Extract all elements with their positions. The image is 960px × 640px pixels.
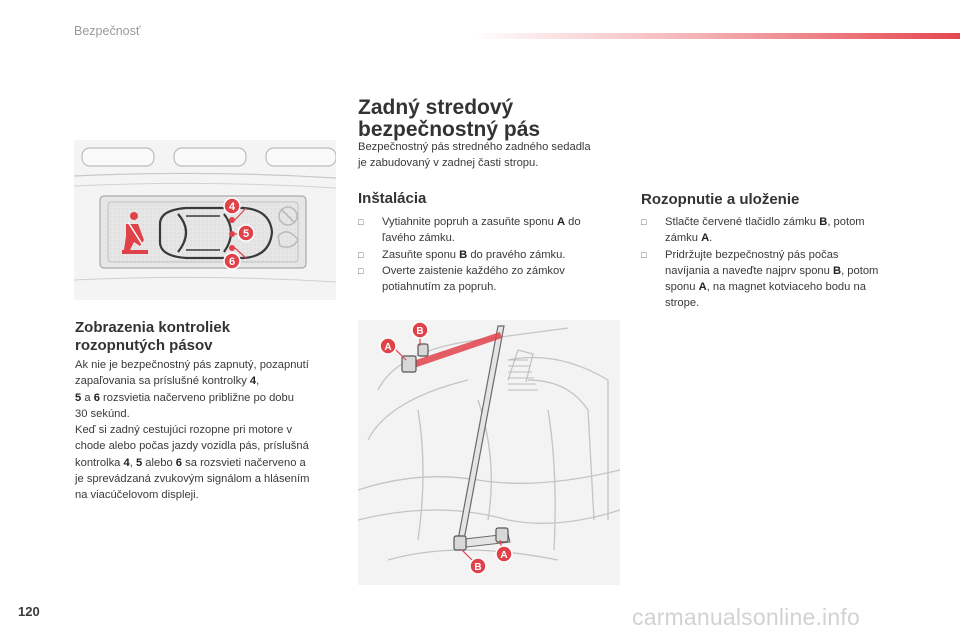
text-run: do bbox=[565, 216, 581, 228]
instruction-item bbox=[358, 247, 628, 263]
text-run: Zasuňte sponu bbox=[382, 248, 460, 261]
release-list bbox=[641, 214, 921, 312]
marker-a-bottom-label: A bbox=[500, 550, 508, 561]
bold-ref: B bbox=[819, 216, 828, 228]
instruction-item bbox=[358, 214, 628, 247]
bold-ref: 6 bbox=[175, 456, 183, 469]
text-run: a bbox=[81, 391, 94, 404]
rear-seat-illustration bbox=[358, 320, 620, 585]
text-run: alebo bbox=[142, 456, 176, 469]
vent-left bbox=[82, 148, 154, 166]
indicators-heading bbox=[75, 319, 230, 355]
text-run: strope. bbox=[665, 297, 700, 310]
marker-5-label: 5 bbox=[242, 228, 250, 240]
marker-b-bottom bbox=[470, 558, 486, 574]
release-heading: Rozopnutie a uloženie bbox=[641, 191, 800, 208]
rear-belt-heading-line1: Zadný stredový bbox=[358, 96, 514, 119]
rear-seatbelt-figure bbox=[358, 320, 620, 585]
text-run: zapnutí zapaľovania sa príslušné kontrolky bbox=[75, 359, 309, 388]
instruction-item bbox=[641, 214, 921, 247]
dashboard-illustration bbox=[74, 140, 336, 300]
indicators-heading-line1: Zobrazenia kontroliek bbox=[75, 319, 231, 336]
bold-ref: A bbox=[556, 216, 566, 228]
rear-belt-heading bbox=[358, 97, 540, 141]
text-run: 30 sekúnd. bbox=[75, 407, 130, 420]
text-run: . bbox=[709, 232, 713, 245]
text-run: , na magnet kotviaceho bodu na bbox=[706, 281, 866, 294]
bold-ref: 4 bbox=[249, 375, 257, 388]
text-run: potiahnutím za popruh. bbox=[382, 281, 497, 294]
page-number: 120 bbox=[18, 604, 40, 619]
text-run: chode alebo počas jazdy vozidla pás, príslušná bbox=[75, 440, 309, 453]
text-run: sponu bbox=[665, 281, 699, 294]
marker-5 bbox=[238, 225, 254, 241]
text-run: navíjania a naveďte najprv sponu bbox=[665, 264, 833, 277]
bold-ref: 5 bbox=[75, 391, 82, 404]
text-run: , bbox=[256, 375, 260, 388]
text-run: Stlačte červené tlačidlo zámku bbox=[665, 216, 820, 228]
instruction-item bbox=[641, 247, 921, 312]
seatbelt-indicator-figure bbox=[74, 140, 336, 300]
bullet-icon: □ bbox=[358, 249, 364, 260]
bold-ref: B bbox=[459, 248, 468, 261]
marker-b-bottom-label: B bbox=[474, 562, 482, 573]
indicators-paragraph bbox=[75, 357, 345, 504]
bold-ref: 6 bbox=[93, 391, 100, 404]
vent-middle bbox=[174, 148, 246, 166]
text-run: Keď si zadný cestujúci rozopne pri motore v bbox=[75, 424, 293, 437]
bullet-icon: □ bbox=[641, 217, 647, 227]
text-run: sa rozsvieti načerveno a bbox=[182, 456, 306, 469]
header-accent-bar bbox=[470, 33, 960, 39]
rear-belt-intro-line1: Bezpečnostný pás stredného zadného sedadla bbox=[358, 141, 591, 153]
bold-ref: B bbox=[832, 264, 842, 277]
text-run: zámku bbox=[665, 232, 702, 245]
bold-ref: A bbox=[698, 281, 707, 294]
text-run: , potom bbox=[841, 264, 879, 277]
vent-right bbox=[266, 148, 336, 166]
marker-4 bbox=[224, 198, 240, 214]
bullet-icon: □ bbox=[358, 217, 364, 227]
bullet-icon: □ bbox=[358, 265, 364, 276]
text-run: , bbox=[129, 456, 136, 469]
installation-list bbox=[358, 214, 628, 295]
watermark: carmanualsonline.info bbox=[632, 604, 860, 630]
marker-6-label: 6 bbox=[228, 256, 236, 268]
marker-b-top-label: B bbox=[416, 326, 424, 337]
installation-heading: Inštalácia bbox=[358, 190, 427, 207]
indicators-heading-line2: rozopnutých pásov bbox=[75, 337, 213, 354]
bullet-icon: □ bbox=[641, 249, 647, 260]
text-run: Ak nie je bezpečnostný pás zapnutý, po bbox=[75, 359, 273, 371]
text-run: kontrolka bbox=[75, 456, 124, 469]
marker-a-top-label: A bbox=[384, 342, 392, 353]
text-run: je sprevádzaná zvukovým signálom a hlásením bbox=[75, 473, 310, 486]
text-run: Overte zaistenie každého zo zámkov bbox=[382, 264, 565, 277]
text-run: , potom bbox=[827, 216, 865, 228]
instruction-item bbox=[358, 263, 628, 296]
text-run: ľavého zámku. bbox=[382, 232, 455, 245]
marker-b-top bbox=[412, 322, 428, 338]
text-run: Pridržujte bezpečnostný pás počas bbox=[665, 248, 839, 261]
bold-ref: 4 bbox=[123, 456, 130, 469]
marker-6 bbox=[224, 253, 240, 269]
bold-ref: A bbox=[701, 232, 710, 245]
rear-belt-heading-line2: bezpečnostný pás bbox=[358, 118, 541, 141]
bold-ref: 5 bbox=[135, 456, 143, 469]
marker-4-label: 4 bbox=[228, 201, 236, 213]
rear-belt-intro-line2: je zabudovaný v zadnej časti stropu. bbox=[358, 157, 539, 170]
marker-a-top bbox=[380, 338, 396, 354]
marker-a-bottom bbox=[496, 546, 512, 562]
section-title: Bezpečnosť bbox=[74, 24, 141, 38]
text-run: rozsvietia načerveno približne po dobu bbox=[99, 391, 294, 404]
rear-belt-intro bbox=[358, 139, 638, 172]
text-run: Vytiahnite popruh a zasuňte sponu bbox=[382, 216, 557, 228]
text-run: na viacúčelovom displeji. bbox=[75, 489, 199, 502]
text-run: do pravého zámku. bbox=[467, 248, 566, 261]
